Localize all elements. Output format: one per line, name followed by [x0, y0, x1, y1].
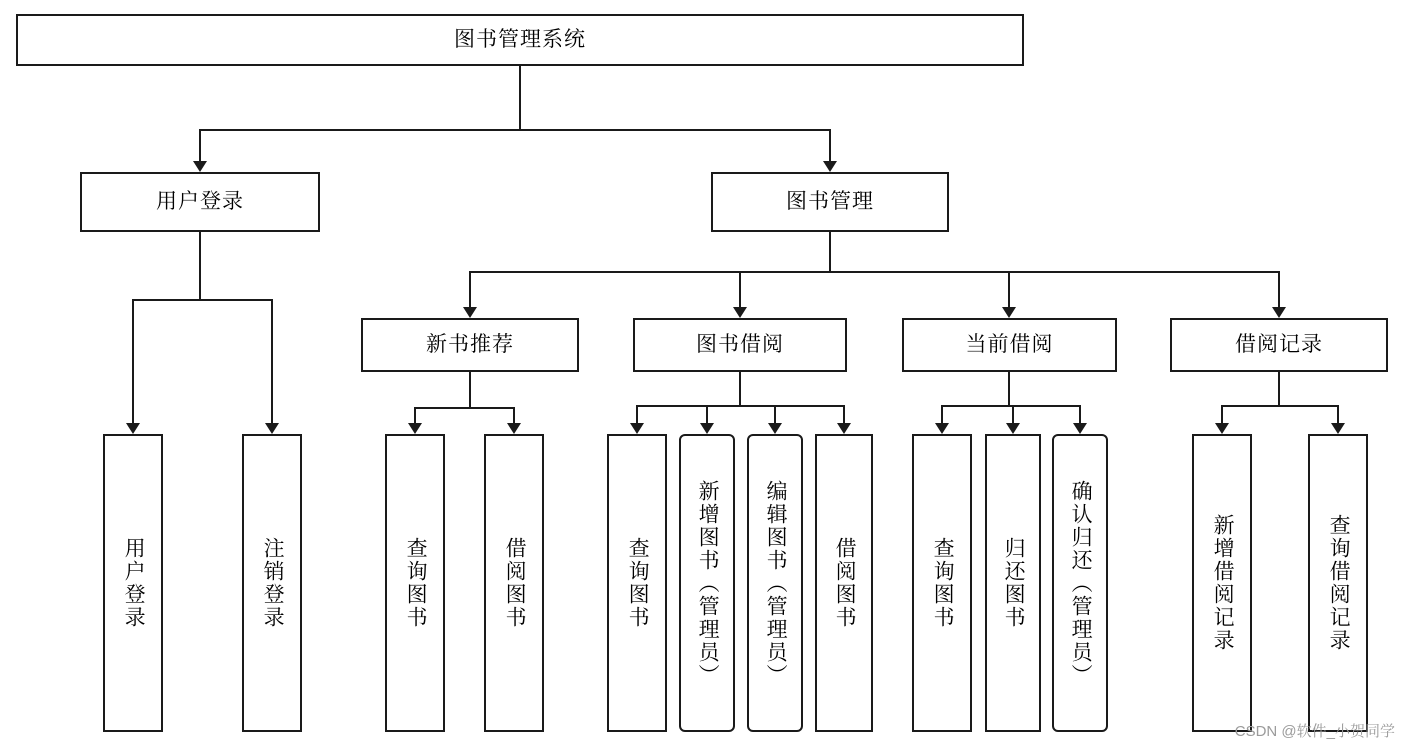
arrowhead-rc-add [1215, 423, 1229, 434]
node-label: 借阅图书 [833, 537, 857, 629]
node-login-out [242, 434, 302, 732]
connector-current-to-cu-confirm [1009, 372, 1080, 428]
node-login-in [103, 434, 163, 732]
arrowhead-nb-query [408, 423, 422, 434]
node-label: 新增借阅记录 [1211, 514, 1235, 652]
node-label: 查询图书 [404, 537, 428, 629]
arrowhead-nb-borrow [507, 423, 521, 434]
node-label: 新增图书（管理员） [696, 479, 720, 687]
node-cu-return [985, 434, 1041, 732]
node-label: 新书推荐 [426, 332, 514, 356]
node-label: 确认归还（管理员） [1069, 479, 1093, 687]
arrowhead-login-in [126, 423, 140, 434]
node-bw-query [607, 434, 667, 732]
connector-bookmgmt-to-current [830, 232, 1009, 312]
node-bw-borrow [815, 434, 873, 732]
node-bw-edit [747, 434, 803, 732]
node-rc-query [1308, 434, 1368, 732]
arrowhead-bw-add [700, 423, 714, 434]
node-label: 编辑图书（管理员） [764, 479, 788, 687]
arrowhead-newbook [463, 307, 477, 318]
node-nb-query [385, 434, 445, 732]
node-current [902, 318, 1117, 372]
arrowhead-cu-query [935, 423, 949, 434]
node-label: 查询借阅记录 [1327, 514, 1351, 652]
connector-newbook-to-nb-query [415, 372, 470, 428]
node-bookmgmt [711, 172, 949, 232]
connector-borrow-to-bw-edit [740, 372, 775, 428]
connector-records-to-rc-query [1279, 372, 1338, 428]
node-label: 用户登录 [122, 537, 146, 629]
connector-login-to-login-in [133, 232, 200, 428]
connector-bookmgmt-to-newbook [470, 232, 830, 312]
connector-bookmgmt-to-records [830, 232, 1279, 312]
node-label: 注销登录 [261, 537, 285, 629]
node-cu-query [912, 434, 972, 732]
arrowhead-login [193, 161, 207, 172]
watermark: CSDN @软件_小贺同学 [1234, 723, 1395, 740]
node-label: 借阅图书 [503, 537, 527, 629]
node-label: 图书管理 [786, 189, 874, 213]
node-label: 查询图书 [626, 537, 650, 629]
node-borrow [633, 318, 847, 372]
arrowhead-bw-edit [768, 423, 782, 434]
connector-login-to-login-out [200, 232, 272, 428]
node-label: 查询图书 [931, 537, 955, 629]
arrowhead-cu-return [1006, 423, 1020, 434]
connector-current-to-cu-query [942, 372, 1009, 428]
node-rc-add [1192, 434, 1252, 732]
node-nb-borrow [484, 434, 544, 732]
arrowhead-current [1002, 307, 1016, 318]
node-login [80, 172, 320, 232]
node-label: 当前借阅 [965, 332, 1054, 356]
arrowhead-cu-confirm [1073, 423, 1087, 434]
arrowhead-records [1272, 307, 1286, 318]
node-newbook [361, 318, 579, 372]
arrowhead-borrow [733, 307, 747, 318]
node-root [16, 14, 1024, 66]
connector-records-to-rc-add [1222, 372, 1279, 428]
arrowhead-bookmgmt [823, 161, 837, 172]
arrowhead-login-out [265, 423, 279, 434]
node-bw-add [679, 434, 735, 732]
node-label: 用户登录 [156, 189, 244, 213]
arrowhead-bw-borrow [837, 423, 851, 434]
connector-newbook-to-nb-borrow [470, 372, 514, 428]
node-label: 归还图书 [1002, 537, 1026, 629]
node-label: 图书借阅 [696, 332, 784, 356]
node-cu-confirm [1052, 434, 1108, 732]
node-label: 借阅记录 [1235, 332, 1323, 356]
node-records [1170, 318, 1388, 372]
connector-borrow-to-bw-add [707, 372, 740, 428]
arrowhead-rc-query [1331, 423, 1345, 434]
connector-borrow-to-bw-query [637, 372, 740, 428]
arrowhead-bw-query [630, 423, 644, 434]
connector-root-to-bookmgmt [520, 66, 830, 166]
node-label: 图书管理系统 [454, 27, 586, 51]
connector-borrow-to-bw-borrow [740, 372, 844, 428]
connector-root-to-login [200, 66, 520, 166]
connector-current-to-cu-return [1009, 372, 1013, 428]
connector-bookmgmt-to-borrow [740, 232, 830, 312]
